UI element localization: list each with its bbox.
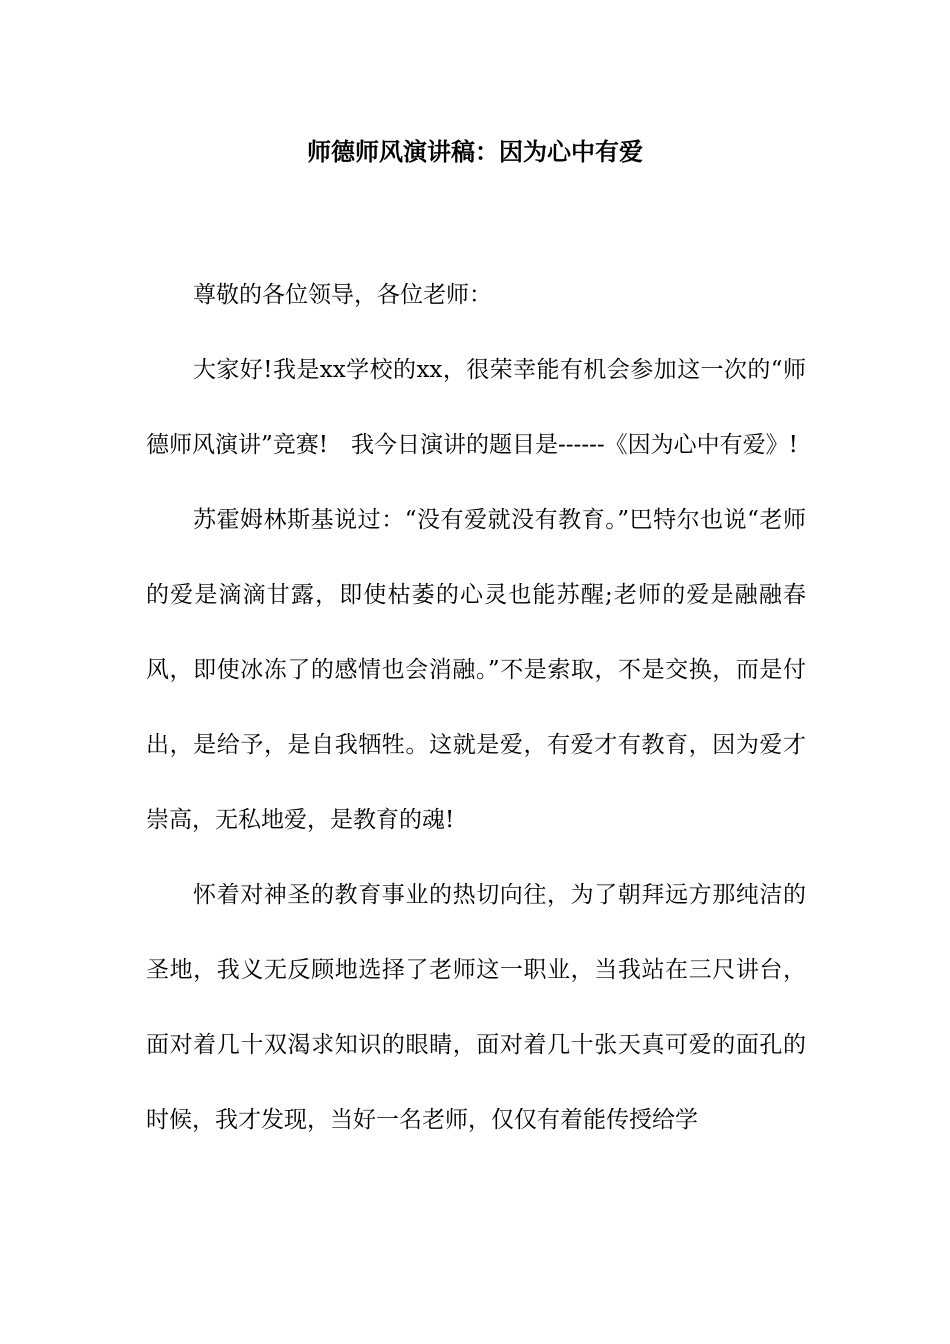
paragraph-quote: 苏霍姆林斯基说过：“没有爱就没有教育。”巴特尔也说“老师的爱是滴滴甘露，即使枯萎的心灵也能苏醒;老师的爱是融融春风，即使冰冻了的感情也会消融。”不是索取，不是交换，而是付出，是给予，是自我牺牲。这就是爱，有爱才有教育，因为爱才崇高，无私地爱，是教育的魂! — [146, 507, 806, 833]
document-body — [146, 258, 806, 1158]
document-title: 师德师风演讲稿：因为心中有爱 — [307, 138, 643, 166]
paragraph-career: 怀着对神圣的教育事业的热切向往，为了朝拜远方那纯洁的圣地，我义无反顾地选择了老师这一职业，当我站在三尺讲台，面对着几十双渴求知识的眼睛，面对着几十张天真可爱的面孔的时候，我才发现，当好一名老师，仅仅有着能传授给学 — [146, 882, 806, 1133]
paragraph-greeting: 大家好!我是xx学校的xx，很荣幸能有机会参加这一次的“师德师风演讲”竞赛! 我今日演讲的题目是------《因为心中有爱》! — [146, 357, 806, 458]
paragraph-salutation: 尊敬的各位领导，各位老师： — [193, 282, 492, 308]
